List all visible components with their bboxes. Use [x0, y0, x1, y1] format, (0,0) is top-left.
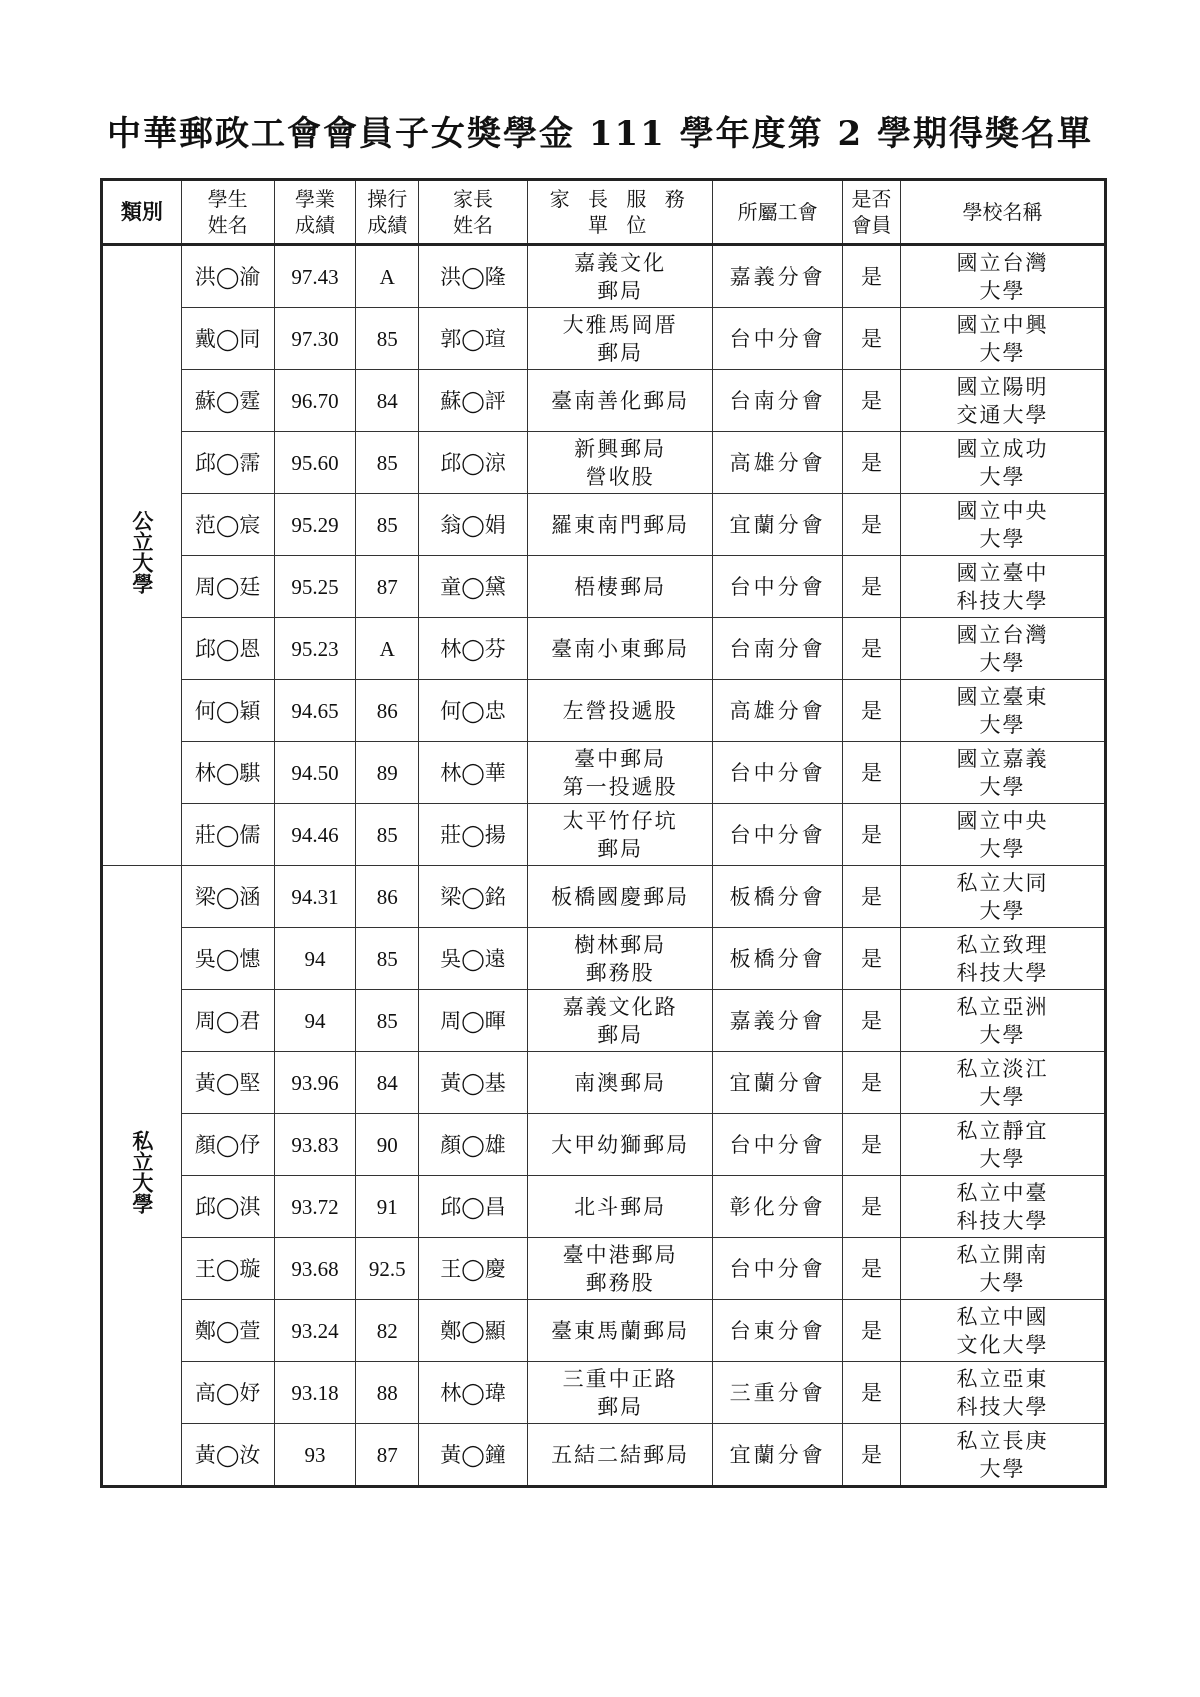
category-label: 私立大學: [129, 1130, 155, 1214]
parent-name-cell: 鄭◯顯: [419, 1300, 528, 1362]
member-cell: 是: [842, 990, 900, 1052]
academic-score-cell: 93.18: [274, 1362, 356, 1424]
header-academic-score: [274, 180, 356, 245]
header-member: [842, 180, 900, 245]
student-name-cell: 高◯妤: [181, 1362, 274, 1424]
member-cell: 是: [842, 928, 900, 990]
document-title: 中華郵政工會會員子女獎學金 111 學年度第 2 學期得獎名單: [107, 114, 1093, 154]
academic-score-cell: 93.68: [274, 1238, 356, 1300]
conduct-score-cell: 91: [356, 1176, 419, 1238]
table-row: [102, 742, 1106, 804]
member-cell: 是: [842, 804, 900, 866]
header-student-name-line2: 姓名: [207, 213, 248, 237]
table-row: [102, 370, 1106, 432]
parent-unit-cell: [527, 804, 712, 866]
parent-name-cell: 何◯忠: [419, 680, 528, 742]
table-row: [102, 1424, 1106, 1487]
school-name-cell-line: 科技大學: [956, 1394, 1049, 1419]
member-cell: 是: [842, 556, 900, 618]
table-row: [102, 990, 1106, 1052]
table-row: [102, 1052, 1106, 1114]
school-name-cell-line: 國立台灣: [956, 250, 1049, 275]
school-name-cell-line: 大學: [979, 526, 1026, 551]
parent-unit-cell-line: 營收股: [585, 464, 655, 489]
student-name-cell: 周◯廷: [181, 556, 274, 618]
school-name-cell: [901, 742, 1106, 804]
table-row: [102, 866, 1106, 928]
parent-unit-cell-line: 左營投遞股: [562, 698, 678, 723]
school-name-cell-line: 國立中央: [956, 498, 1049, 523]
member-cell: 是: [842, 866, 900, 928]
parent-unit-cell: [527, 308, 712, 370]
conduct-score-cell: A: [356, 245, 419, 308]
conduct-score-cell: 85: [356, 928, 419, 990]
parent-unit-cell-line: 郵局: [597, 836, 644, 861]
table-row: [102, 1176, 1106, 1238]
member-cell: 是: [842, 618, 900, 680]
school-name-cell: [901, 432, 1106, 494]
school-name-cell-line: 大學: [979, 650, 1026, 675]
academic-score-cell: 95.60: [274, 432, 356, 494]
academic-score-cell: 97.43: [274, 245, 356, 308]
category-label: 公立大學: [129, 510, 155, 594]
school-name-cell: [901, 1362, 1106, 1424]
school-name-cell-line: 私立大同: [956, 870, 1049, 895]
parent-name-cell: 周◯暉: [419, 990, 528, 1052]
student-name-cell: 王◯璇: [181, 1238, 274, 1300]
parent-unit-cell: [527, 1176, 712, 1238]
parent-unit-cell-line: 臺中郵局: [574, 746, 667, 771]
table-row: [102, 928, 1106, 990]
parent-name-cell: 郭◯瑄: [419, 308, 528, 370]
member-cell: 是: [842, 1424, 900, 1487]
conduct-score-cell: 85: [356, 990, 419, 1052]
union-cell: 台中分會: [713, 742, 842, 804]
parent-unit-cell-line: 郵局: [597, 1022, 644, 1047]
header-parent-name-line2: 姓名: [452, 213, 493, 237]
academic-score-cell: 95.29: [274, 494, 356, 556]
conduct-score-cell: 84: [356, 370, 419, 432]
member-cell: 是: [842, 1300, 900, 1362]
academic-score-cell: 94.31: [274, 866, 356, 928]
conduct-score-cell: 87: [356, 1424, 419, 1487]
student-name-cell: 邱◯恩: [181, 618, 274, 680]
member-cell: 是: [842, 494, 900, 556]
union-cell: 宜蘭分會: [713, 1424, 842, 1487]
union-cell: 台中分會: [713, 804, 842, 866]
school-name-cell: [901, 1114, 1106, 1176]
parent-unit-cell-line: 三重中正路: [562, 1366, 678, 1391]
academic-score-cell: 94.46: [274, 804, 356, 866]
student-name-cell: 黃◯汝: [181, 1424, 274, 1487]
header-member-line2: 會員: [851, 213, 892, 237]
parent-unit-cell-line: 梧棲郵局: [574, 574, 667, 599]
header-category: 類別: [102, 180, 182, 245]
school-name-cell-line: 國立臺東: [956, 684, 1049, 709]
conduct-score-cell: 87: [356, 556, 419, 618]
parent-unit-cell: [527, 742, 712, 804]
union-cell: 台東分會: [713, 1300, 842, 1362]
school-name-cell-line: 私立中國: [956, 1304, 1049, 1329]
parent-unit-cell: [527, 990, 712, 1052]
union-cell: 板橋分會: [713, 866, 842, 928]
school-name-cell-line: 國立中興: [956, 312, 1049, 337]
union-cell: 彰化分會: [713, 1176, 842, 1238]
member-cell: 是: [842, 1362, 900, 1424]
conduct-score-cell: 85: [356, 432, 419, 494]
school-name-cell-line: 大學: [979, 464, 1026, 489]
academic-score-cell: 97.30: [274, 308, 356, 370]
table-row: [102, 680, 1106, 742]
parent-unit-cell: [527, 618, 712, 680]
table-row: [102, 804, 1106, 866]
school-name-cell: [901, 370, 1106, 432]
parent-unit-cell-line: 太平竹仔坑: [562, 808, 678, 833]
parent-unit-cell: [527, 1238, 712, 1300]
school-name-cell-line: 國立中央: [956, 808, 1049, 833]
member-cell: 是: [842, 308, 900, 370]
school-name-cell: [901, 1052, 1106, 1114]
student-name-cell: 吳◯憓: [181, 928, 274, 990]
school-name-cell-line: 文化大學: [956, 1332, 1049, 1357]
header-conduct-score-line2: 成績: [367, 213, 408, 237]
student-name-cell: 林◯騏: [181, 742, 274, 804]
table-row: [102, 245, 1106, 308]
academic-score-cell: 94.50: [274, 742, 356, 804]
parent-unit-cell: [527, 680, 712, 742]
header-parent-unit-line2: 單 位: [588, 213, 653, 237]
school-name-cell-line: 國立台灣: [956, 622, 1049, 647]
school-name-cell-line: 大學: [979, 836, 1026, 861]
union-cell: 台南分會: [713, 618, 842, 680]
student-name-cell: 黃◯堅: [181, 1052, 274, 1114]
union-cell: 高雄分會: [713, 680, 842, 742]
school-name-cell: [901, 245, 1106, 308]
category-cell: [102, 245, 182, 866]
conduct-score-cell: 84: [356, 1052, 419, 1114]
parent-unit-cell-line: 南澳郵局: [574, 1070, 667, 1095]
school-name-cell: [901, 928, 1106, 990]
parent-unit-cell: [527, 1300, 712, 1362]
header-parent-unit: [527, 180, 712, 245]
parent-name-cell: 林◯瑋: [419, 1362, 528, 1424]
parent-unit-cell-line: 郵務股: [585, 960, 655, 985]
union-cell: 台中分會: [713, 308, 842, 370]
school-name-cell: [901, 308, 1106, 370]
parent-unit-cell: [527, 1114, 712, 1176]
school-name-cell-line: 科技大學: [956, 1208, 1049, 1233]
union-cell: 高雄分會: [713, 432, 842, 494]
union-cell: 嘉義分會: [713, 990, 842, 1052]
conduct-score-cell: 89: [356, 742, 419, 804]
academic-score-cell: 95.23: [274, 618, 356, 680]
parent-unit-cell-line: 樹林郵局: [574, 932, 667, 957]
header-academic-score-line1: 學業: [295, 187, 335, 211]
table-row: [102, 1238, 1106, 1300]
student-name-cell: 周◯君: [181, 990, 274, 1052]
parent-name-cell: 黃◯鐘: [419, 1424, 528, 1487]
school-name-cell-line: 科技大學: [956, 960, 1049, 985]
header-school: 學校名稱: [901, 180, 1106, 245]
parent-name-cell: 邱◯昌: [419, 1176, 528, 1238]
parent-unit-cell-line: 臺南善化郵局: [551, 388, 690, 413]
parent-unit-cell: [527, 370, 712, 432]
academic-score-cell: 93.72: [274, 1176, 356, 1238]
parent-name-cell: 顏◯雄: [419, 1114, 528, 1176]
parent-unit-cell: [527, 1052, 712, 1114]
parent-unit-cell: [527, 1424, 712, 1487]
parent-name-cell: 洪◯隆: [419, 245, 528, 308]
parent-unit-cell-line: 嘉義文化: [574, 250, 667, 275]
union-cell: 台中分會: [713, 1114, 842, 1176]
school-name-cell: [901, 866, 1106, 928]
school-name-cell: [901, 1238, 1106, 1300]
member-cell: 是: [842, 1238, 900, 1300]
union-cell: 宜蘭分會: [713, 494, 842, 556]
parent-name-cell: 林◯芬: [419, 618, 528, 680]
parent-unit-cell-line: 板橋國慶郵局: [551, 884, 690, 909]
parent-name-cell: 梁◯銘: [419, 866, 528, 928]
school-name-cell-line: 私立致理: [956, 932, 1049, 957]
union-cell: 台中分會: [713, 556, 842, 618]
conduct-score-cell: 85: [356, 494, 419, 556]
parent-unit-cell-line: 羅東南門郵局: [551, 512, 690, 537]
header-student-name: [181, 180, 274, 245]
parent-unit-cell-line: 大雅馬岡厝: [562, 312, 678, 337]
parent-unit-cell-line: 臺南小東郵局: [551, 636, 690, 661]
table-row: [102, 1300, 1106, 1362]
conduct-score-cell: 90: [356, 1114, 419, 1176]
school-name-cell: [901, 494, 1106, 556]
school-name-cell: [901, 618, 1106, 680]
parent-unit-cell-line: 嘉義文化路: [562, 994, 678, 1019]
parent-unit-cell-line: 大甲幼獅郵局: [551, 1132, 690, 1157]
header-union: 所屬工會: [713, 180, 842, 245]
school-name-cell: [901, 680, 1106, 742]
member-cell: 是: [842, 432, 900, 494]
table-row: [102, 432, 1106, 494]
parent-unit-cell-line: 郵局: [597, 340, 644, 365]
parent-unit-cell-line: 郵局: [597, 278, 644, 303]
school-name-cell-line: 科技大學: [956, 588, 1049, 613]
academic-score-cell: 93.24: [274, 1300, 356, 1362]
conduct-score-cell: 82: [356, 1300, 419, 1362]
student-name-cell: 蘇◯霆: [181, 370, 274, 432]
table-header-row: [102, 180, 1106, 245]
school-name-cell: [901, 1176, 1106, 1238]
school-name-cell-line: 交通大學: [956, 402, 1049, 427]
award-list-table: [100, 178, 1107, 1488]
parent-unit-cell-line: 郵務股: [585, 1270, 655, 1295]
school-name-cell-line: 國立陽明: [956, 374, 1049, 399]
member-cell: 是: [842, 1052, 900, 1114]
parent-unit-cell: [527, 494, 712, 556]
academic-score-cell: 93.83: [274, 1114, 356, 1176]
member-cell: 是: [842, 1114, 900, 1176]
student-name-cell: 戴◯同: [181, 308, 274, 370]
school-name-cell-line: 大學: [979, 1270, 1026, 1295]
header-conduct-score: [356, 180, 419, 245]
school-name-cell-line: 大學: [979, 1456, 1026, 1481]
academic-score-cell: 93.96: [274, 1052, 356, 1114]
parent-unit-cell: [527, 245, 712, 308]
member-cell: 是: [842, 1176, 900, 1238]
school-name-cell: [901, 1300, 1106, 1362]
school-name-cell-line: 大學: [979, 898, 1026, 923]
parent-name-cell: 莊◯揚: [419, 804, 528, 866]
header-parent-name: [419, 180, 528, 245]
school-name-cell-line: 私立長庚: [956, 1428, 1049, 1453]
student-name-cell: 鄭◯萱: [181, 1300, 274, 1362]
parent-name-cell: 邱◯涼: [419, 432, 528, 494]
conduct-score-cell: 88: [356, 1362, 419, 1424]
union-cell: 嘉義分會: [713, 245, 842, 308]
school-name-cell-line: 大學: [979, 774, 1026, 799]
parent-name-cell: 童◯黛: [419, 556, 528, 618]
header-academic-score-line2: 成績: [295, 213, 335, 237]
academic-score-cell: 95.25: [274, 556, 356, 618]
academic-score-cell: 94: [274, 928, 356, 990]
student-name-cell: 邱◯霈: [181, 432, 274, 494]
parent-name-cell: 黃◯基: [419, 1052, 528, 1114]
student-name-cell: 何◯穎: [181, 680, 274, 742]
parent-unit-cell-line: 郵局: [597, 1394, 644, 1419]
school-name-cell-line: 私立淡江: [956, 1056, 1049, 1081]
school-name-cell-line: 私立中臺: [956, 1180, 1049, 1205]
union-cell: 板橋分會: [713, 928, 842, 990]
conduct-score-cell: 85: [356, 804, 419, 866]
header-member-line1: 是否: [851, 187, 892, 211]
conduct-score-cell: 85: [356, 308, 419, 370]
parent-unit-cell-line: 臺東馬蘭郵局: [551, 1318, 690, 1343]
union-cell: 宜蘭分會: [713, 1052, 842, 1114]
parent-unit-cell: [527, 1362, 712, 1424]
header-parent-unit-line1: 家 長 服 務: [549, 187, 691, 211]
parent-unit-cell: [527, 556, 712, 618]
school-name-cell-line: 大學: [979, 712, 1026, 737]
union-cell: 台南分會: [713, 370, 842, 432]
union-cell: 台中分會: [713, 1238, 842, 1300]
conduct-score-cell: 86: [356, 680, 419, 742]
parent-name-cell: 王◯慶: [419, 1238, 528, 1300]
school-name-cell-line: 大學: [979, 1022, 1026, 1047]
conduct-score-cell: 86: [356, 866, 419, 928]
school-name-cell: [901, 804, 1106, 866]
school-name-cell-line: 大學: [979, 1146, 1026, 1171]
school-name-cell-line: 私立亞洲: [956, 994, 1049, 1019]
parent-unit-cell-line: 北斗郵局: [574, 1194, 667, 1219]
parent-unit-cell: [527, 432, 712, 494]
academic-score-cell: 93: [274, 1424, 356, 1487]
student-name-cell: 梁◯涵: [181, 866, 274, 928]
school-name-cell-line: 國立嘉義: [956, 746, 1049, 771]
parent-unit-cell-line: 新興郵局: [574, 436, 667, 461]
parent-unit-cell-line: 臺中港郵局: [562, 1242, 678, 1267]
student-name-cell: 莊◯儒: [181, 804, 274, 866]
table-row: [102, 556, 1106, 618]
table-row: [102, 1114, 1106, 1176]
student-name-cell: 范◯宸: [181, 494, 274, 556]
school-name-cell-line: 國立成功: [956, 436, 1049, 461]
category-cell: [102, 866, 182, 1487]
parent-name-cell: 林◯華: [419, 742, 528, 804]
member-cell: 是: [842, 742, 900, 804]
parent-unit-cell-line: 第一投遞股: [562, 774, 678, 799]
parent-unit-cell: [527, 866, 712, 928]
union-cell: 三重分會: [713, 1362, 842, 1424]
student-name-cell: 洪◯渝: [181, 245, 274, 308]
academic-score-cell: 94: [274, 990, 356, 1052]
header-parent-name-line1: 家長: [452, 187, 493, 211]
school-name-cell-line: 私立開南: [956, 1242, 1049, 1267]
school-name-cell-line: 私立亞東: [956, 1366, 1049, 1391]
parent-name-cell: 翁◯娟: [419, 494, 528, 556]
member-cell: 是: [842, 370, 900, 432]
parent-name-cell: 蘇◯評: [419, 370, 528, 432]
table-row: [102, 1362, 1106, 1424]
conduct-score-cell: 92.5: [356, 1238, 419, 1300]
parent-unit-cell: [527, 928, 712, 990]
academic-score-cell: 96.70: [274, 370, 356, 432]
table-row: [102, 308, 1106, 370]
school-name-cell: [901, 990, 1106, 1052]
school-name-cell-line: 私立靜宜: [956, 1118, 1049, 1143]
school-name-cell-line: 國立臺中: [956, 560, 1049, 585]
school-name-cell-line: 大學: [979, 1084, 1026, 1109]
school-name-cell: [901, 556, 1106, 618]
conduct-score-cell: A: [356, 618, 419, 680]
header-conduct-score-line1: 操行: [367, 187, 408, 211]
student-name-cell: 顏◯伃: [181, 1114, 274, 1176]
member-cell: 是: [842, 680, 900, 742]
student-name-cell: 邱◯淇: [181, 1176, 274, 1238]
table-row: [102, 618, 1106, 680]
parent-unit-cell-line: 五結二結郵局: [551, 1442, 690, 1467]
table-body: [102, 245, 1106, 1487]
table-row: [102, 494, 1106, 556]
school-name-cell: [901, 1424, 1106, 1487]
member-cell: 是: [842, 245, 900, 308]
parent-name-cell: 吳◯遠: [419, 928, 528, 990]
school-name-cell-line: 大學: [979, 278, 1026, 303]
header-student-name-line1: 學生: [207, 187, 248, 211]
school-name-cell-line: 大學: [979, 340, 1026, 365]
academic-score-cell: 94.65: [274, 680, 356, 742]
